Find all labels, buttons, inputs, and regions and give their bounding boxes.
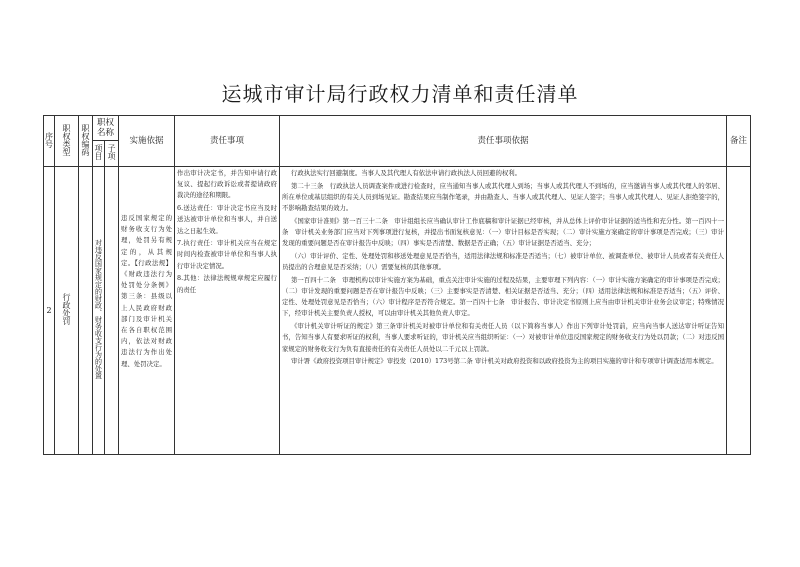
header-item: 项目 <box>93 141 105 167</box>
duty-basis-paragraph: 《国家审计准则》第一百三十二条 审计组组长应当确认审计工作底稿和审计证据已经审核，并从总体上评价审计证据的适当性和充分性。第一百四十一条 审计机关业务部门应当对下列事项进行复核，并提出书面复核意见：（一）审计目标是否实现；（二）审计实施方案确定的审计事项是否完成；（三）审计发现的重要问题是否在审计报告中反映；（四）事实是否清楚、数据是否正确；（五）审计证据是否适当、充分； <box>282 216 725 248</box>
duty-basis-paragraph: 审计署《政府投资项目审计规定》审投发（2010）173号第二条 审计机关对政府投资和以政府投资为主的项目实施的审计和专项审计调查适用本规定。 <box>290 357 718 366</box>
cell-remark <box>727 167 751 455</box>
duty-basis-paragraph: 《审计机关审计听证的规定》第三条审计机关对被审计单位和有关责任人员（以下简称当事人）作出下列审计处罚前，应当向当事人送达审计听证告知书，告知当事人有要求听证的权利，当事人要求听证的，审计机关应当组织听证：（一）对被审计单位违反国家规定的财务收支行为处以罚款；（二）对违反国家规定的财务收支行为负有直接责任的有关责任人员处以二千元以上罚款。 <box>282 322 725 353</box>
header-subitem: 子项 <box>105 141 119 167</box>
header-code: 职权编码 <box>79 116 93 167</box>
cell-code <box>79 167 93 455</box>
header-name-group: 职权名称 <box>93 116 119 141</box>
header-duty: 责任事项 <box>175 116 280 167</box>
cell-duty <box>175 167 280 455</box>
cell-duty-basis <box>280 167 727 455</box>
header-remark: 备注 <box>727 116 751 167</box>
header-basis: 实施依据 <box>119 116 175 167</box>
power-list-table <box>43 115 751 455</box>
duty-item: 8.其他：法律法规规章规定应履行的责任 <box>177 274 278 294</box>
cell-subitem <box>105 167 119 455</box>
duty-basis-paragraph: 第二十三条 行政执法人员调查案件或进行检查时，应当通知当事人或其代理人到场；当事人或其代理人不到场的，应当邀请当事人或其代理人的邻居、所在单位或基层组织的有关人员到场见证。勘查结果应当制作笔录，并由勘查人、当事人或其代理人、见证人签字；当事人或其代理人、见证人拒绝签字的，不影响勘查结果的效力。 <box>282 181 725 213</box>
cell-seq: 2 <box>44 167 55 455</box>
cell-basis <box>119 167 175 455</box>
cell-category: 行政处罚 <box>55 167 79 455</box>
header-duty-basis: 责任事项依据 <box>280 116 727 167</box>
cell-item: 对违反国家规定的财政、财务收支行为的处置 <box>93 167 105 455</box>
basis-text: 违反国家规定的财务收支行为处理，处罚另有规定的，从其规定。【行政法规】《财政违法行为处罚处分条例》第三条：县级以上人民政府财政部门及审计机关在各自职权范围内，依法对财政违法行为作出处理、处罚决定。 <box>121 214 173 368</box>
duty-item: 6.送达责任：审计决定书应当及时送达被审计单位和当事人，并自送达之日起生效。 <box>177 204 278 235</box>
duty-basis-paragraph: 行政执法实行回避制度。当事人及其代理人有依法申请行政执法人员回避的权利。 <box>290 169 522 177</box>
page-title: 运城市审计局行政权力清单和责任清单 <box>221 82 579 106</box>
duty-basis-paragraph: （六）审计评价、定性、处理处罚和移送处理意见是否恰当，适用法律法规和标准是否适当；（七）被审计单位、被调查单位、被审计人员或者有关责任人员提出的合理意见是否采纳；（八）需要复核的其他事项。 <box>282 251 725 272</box>
header-seq: 序号 <box>44 116 55 167</box>
duty-item: 7.执行责任：审计机关应当在规定时间内检查被审计单位和当事人执行审计决定情况。 <box>177 239 278 270</box>
duty-item: 作出审计决定书，并告知申请行政复议、提起行政诉讼或者提请政府裁决的途径和期限。 <box>177 169 278 200</box>
header-category: 职权类型 <box>55 116 79 167</box>
duty-basis-paragraph: 第一百四十二条 审理机构以审计实施方案为基础，重点关注审计实施的过程及结果，主要审理下列内容：（一）审计实施方案确定的审计事项是否完成；（二）审计发现的重要问题是否在审计报告中反映；（三）主要事实是否清楚、相关证据是否适当、充分；（四）适用法律法规和标准是否适当；（五）评价、定性、处理处罚意见是否恰当；（六）审计程序是否符合规定。第一百四十七条 审计报告、审计决定书原则上应当由审计机关审计业务会议审定；特殊情况下，经审计机关主要负责人授权，可以由审计机关其他负责人审定。 <box>282 275 725 318</box>
